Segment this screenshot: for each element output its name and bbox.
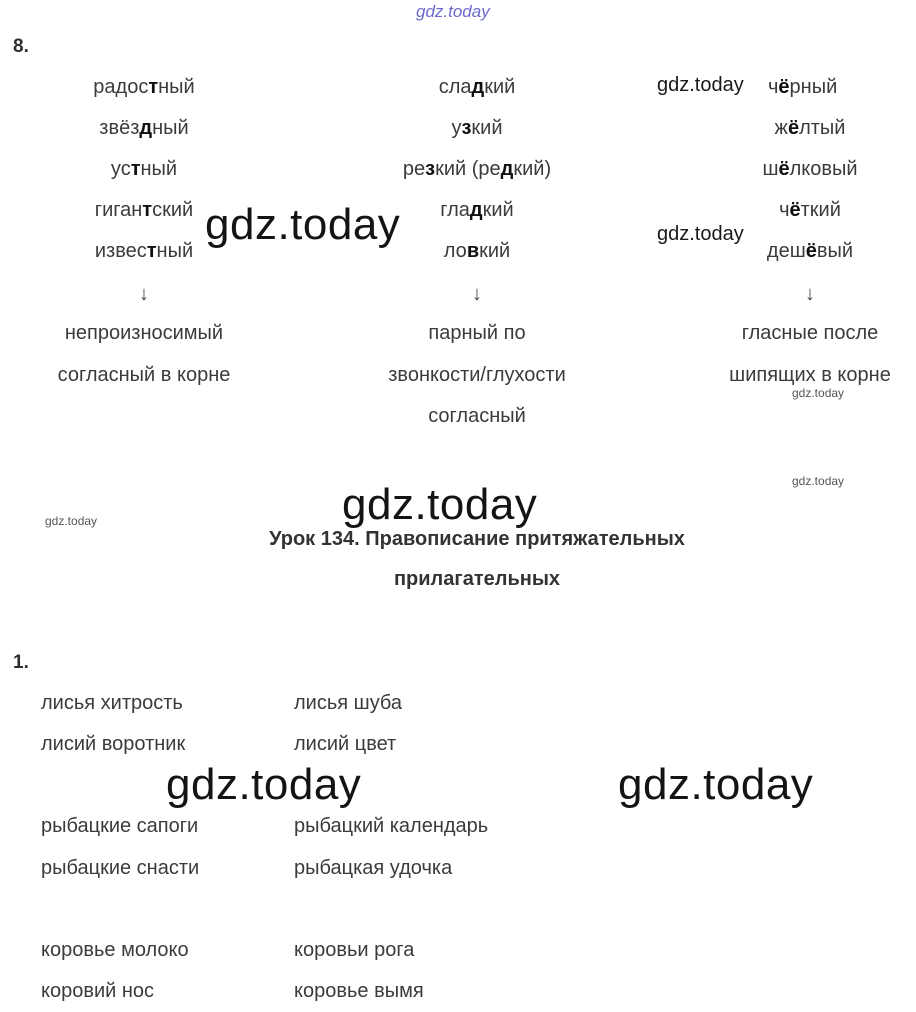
phrase-right-4: рыбацкая удочка — [294, 857, 453, 879]
phrase-right-3: рыбацкий календарь — [294, 815, 489, 837]
word-c3-2: жёлтый — [774, 117, 846, 139]
watermark-large-1: gdz.today — [205, 200, 401, 249]
note-c3-1: гласные после — [741, 322, 879, 344]
watermark-inline-1: gdz.today — [657, 74, 744, 96]
exercise-number-8: 8. — [13, 36, 29, 57]
word-c2-4: гладкий — [440, 199, 514, 221]
note-c2-3: согласный — [428, 405, 526, 427]
phrase-left-2: лисий воротник — [41, 733, 186, 755]
exercise-number-1: 1. — [13, 652, 29, 673]
arrow-down-icon: ↓ — [139, 283, 149, 305]
phrase-right-2: лисий цвет — [294, 733, 397, 755]
arrow-down-icon: ↓ — [805, 283, 815, 305]
watermark-small-1: gdz.today — [792, 386, 845, 400]
phrase-left-4: рыбацкие снасти — [41, 857, 200, 879]
phrase-right-1: лисья шуба — [294, 692, 403, 714]
word-c1-1: радостный — [93, 76, 195, 98]
note-c1-1: непроизносимый — [64, 322, 224, 344]
watermark-large-3: gdz.today — [166, 760, 362, 809]
watermark-large-2: gdz.today — [342, 480, 538, 529]
phrase-left-3: рыбацкие сапоги — [41, 815, 199, 837]
phrase-left-1: лисья хитрость — [41, 692, 183, 714]
word-c1-3: устный — [110, 158, 178, 180]
lesson-title-line-2: прилагательных — [393, 568, 561, 590]
watermark-small-3: gdz.today — [45, 514, 98, 528]
word-c3-1: чёрный — [768, 76, 838, 98]
phrase-right-6: коровье вымя — [294, 980, 424, 1002]
note-c2-2: звонкости/глухости — [388, 364, 566, 386]
word-c1-5: известный — [94, 240, 194, 262]
note-c3-2: шипящих в корне — [729, 364, 891, 386]
word-c2-2: узкий — [451, 117, 503, 139]
word-c3-5: дешёвый — [766, 240, 854, 262]
word-c1-4: гигантский — [94, 199, 194, 221]
word-c2-1: сладкий — [438, 76, 516, 98]
phrase-left-5: коровье молоко — [41, 939, 189, 961]
word-c2-5: ловкий — [443, 240, 511, 262]
arrow-down-icon: ↓ — [472, 283, 482, 305]
watermark-top: gdz.today — [416, 2, 490, 21]
phrase-left-6: коровий нос — [41, 980, 155, 1002]
word-c1-2: звёздный — [99, 117, 189, 139]
watermark-small-2: gdz.today — [792, 474, 845, 488]
lesson-title-line-1: Урок 134. Правописание притяжательных — [269, 528, 685, 550]
word-c3-4: чёткий — [779, 199, 841, 221]
note-c1-2: согласный в корне — [57, 364, 231, 386]
word-c2-3: резкий (редкий) — [402, 158, 552, 180]
watermark-large-4: gdz.today — [618, 760, 814, 809]
note-c2-1: парный по — [428, 322, 526, 344]
word-c3-3: шёлковый — [762, 158, 858, 180]
phrase-right-5: коровьи рога — [294, 939, 415, 961]
watermark-inline-2: gdz.today — [657, 223, 744, 245]
